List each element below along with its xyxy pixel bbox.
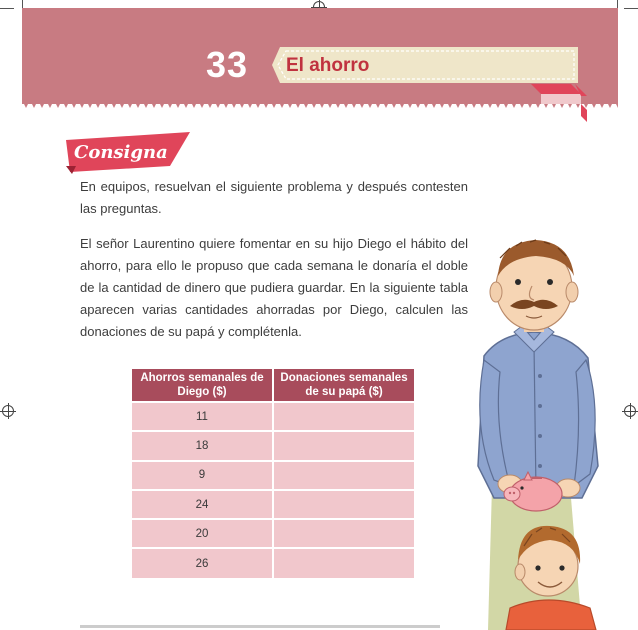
crop-mark-icon [22,0,23,8]
donation-cell[interactable] [273,548,414,577]
savings-cell: 11 [132,402,273,431]
truncated-text-line [80,624,440,628]
column-header-savings: Ahorros semanales de Diego ($) [132,369,273,402]
instruction-paragraph: En equipos, resuelvan el siguiente problema y después contesten las preguntas. [80,179,468,216]
savings-cell: 20 [132,519,273,548]
savings-cell: 26 [132,548,273,577]
savings-table [132,369,414,578]
table-header-row [132,369,414,402]
donation-cell[interactable] [273,431,414,460]
table-row [132,548,414,577]
registration-mark-icon [2,405,14,417]
donation-cell[interactable] [273,402,414,431]
donation-cell[interactable] [273,519,414,548]
consigna-label: Consigna [74,142,168,163]
column-header-donations: Donaciones semanales de su papá ($) [273,369,414,402]
donation-cell[interactable] [273,490,414,519]
savings-cell: 18 [132,431,273,460]
savings-cell: 9 [132,461,273,490]
crop-mark-icon [0,8,14,9]
table-row [132,490,414,519]
table-row [132,461,414,490]
crop-mark-icon [617,0,618,8]
table-row [132,431,414,460]
problem-paragraph: El señor Laurentino quiere fomentar en su hijo Diego el hábito del ahorro, para ello le propuso que cada semana le donaría el doble de la cantidad de dinero que pudiera guardar. En la siguiente tabla aparecen varias cantidades ahorradas por Diego, calculen las donaciones de su papá y complétenla. [80,236,468,339]
table-row [132,519,414,548]
donation-cell[interactable] [273,461,414,490]
page-title: El ahorro [286,55,370,76]
father-son-illustration [470,236,638,630]
corner-ribbon [531,82,587,122]
savings-cell: 24 [132,490,273,519]
table-row [132,402,414,431]
banner-zigzag-edge [22,100,618,110]
crop-mark-icon [624,8,638,9]
lesson-number: 33 [206,44,249,85]
